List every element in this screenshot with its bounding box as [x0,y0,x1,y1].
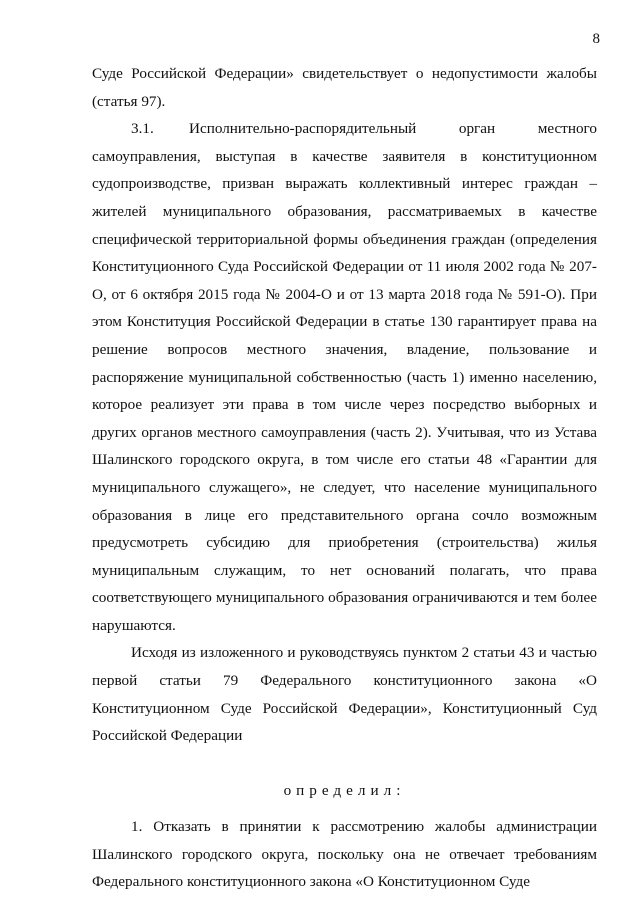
page-number: 8 [592,31,600,47]
section-number: 3.1. [131,120,154,138]
section-3-1-text: Исполнительно-распорядительный орган местного самоуправления, выступая в качестве заявителя в конституционном судопроизводстве, призван выражать коллективный интерес граждан – жителей муниципального образования, рассматриваемых в качестве специфической территориальной формы объединения граждан (определения Конституционного Суда Российской Федерации от 11 июля 2002 года № 207-О, от 6 октября 2015 года № 2004-О и от 13 марта 2018 года № 591-О). При этом Конституция Российской Федерации в статье 130 гарантирует права на решение вопросов местного значения, владение, пользование и распоряжение муниципальной собственностью (часть 1) именно населению, которое реализует эти права в том числе через посредство выборных и других органов местного самоуправления (часть 2). Учитывая, что из Устава Шалинского городского округа, в том числе его статьи 48 «Гарантии для муниципального служащего», не следует, что население муниципального образования в лице его представительного органа сочло возможным предусмотреть субсидию для приобретения (строительства) жилья муниципальным служащим, то нет оснований полагать, что права соответствующего муниципального образования ограничиваются и тем более нарушаются. [92,120,597,634]
document-body [92,60,597,896]
paragraph-continuation: Суде Российской Федерации» свидетельствует о недопустимости жалобы (статья 97). [92,65,597,110]
paragraph-section-3-1 [92,115,597,639]
decision-item-1: 1. Отказать в принятии к рассмотрению жалобы администрации Шалинского городского округа, поскольку она не отвечает требованиям Федерального конституционного закона «О Конституционном Суде [92,818,597,891]
decision-heading: определил: [283,782,406,800]
paragraph-basis: Исходя из изложенного и руководствуясь пунктом 2 статьи 43 и частью первой статьи 79 Федерального конституционного закона «О Конституционном Суде Российской Федерации», Конституционный Суд Российской Федерации [92,644,597,745]
